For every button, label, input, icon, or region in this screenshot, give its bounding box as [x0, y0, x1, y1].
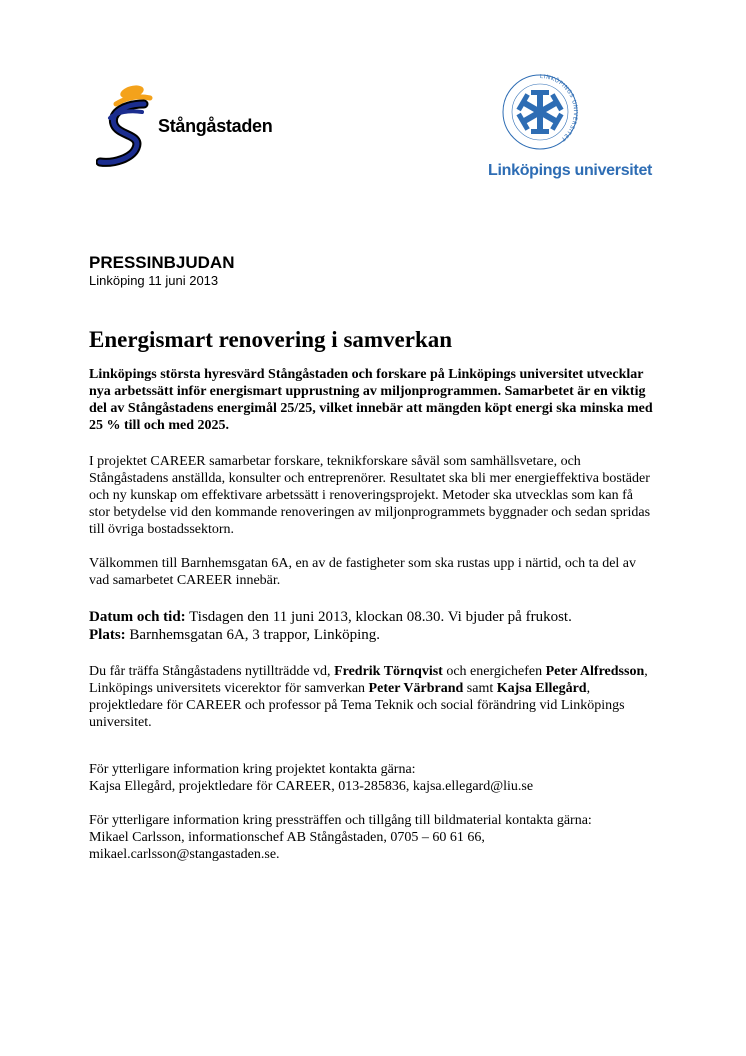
meet-text: , projektledare för CAREER och professor på Tema Teknik och social förändring vid Linköpings universitet.: [89, 681, 625, 730]
body-paragraph-2: Välkommen till Barnhemsgatan 6A, en av de fastigheter som ska rustas upp i närtid, och ta del av vad samarbetet CAREER innebär.: [89, 556, 637, 588]
page-title: Energismart renovering i samverkan: [89, 327, 453, 352]
stangastaden-wordmark: Stångåstaden: [158, 116, 273, 136]
person-name: Kajsa Ellegård: [496, 681, 587, 696]
person-name: Peter Alfredsson: [545, 664, 645, 679]
contact-details-1[interactable]: Kajsa Ellegård, projektledare för CAREER, 013-285836, kajsa.ellegard@liu.se: [89, 779, 534, 794]
contact-intro-2: För ytterligare information kring pressträffen och tillgång till bildmaterial kontakta gärna:: [89, 813, 592, 828]
liu-wordmark: Linköpings universitet: [488, 162, 653, 179]
meet-text: och energichefen: [442, 664, 546, 679]
lead-paragraph: Linköpings största hyresvärd Stångåstaden och forskare på Linköpings universitet utvecklar nya arbetssätt inför energismart upprustning av miljonprogrammen. Samarbetet är en viktig del av Stångåstadens energimål 25/25, vilket innebär att mängden köpt energi ska minska med 25 % till och med 2025.: [89, 367, 653, 433]
body-paragraph-1: I projektet CAREER samarbetar forskare, teknikforskare såväl som samhällsvetare, och Stångåstadens anställda, konsulter och entreprenörer. Resultatet ska bli mer energieffektiva bostäder och ny kunskap om effektivare arbetssätt i renoveringsprojekt. Metoder ska utvecklas som kan få stor betydelse vid den kommande renoveringen av miljonprogrammets byggnader och sedan spridas till övriga bostadssektorn.: [89, 454, 651, 537]
person-name: Peter Värbrand: [368, 681, 464, 696]
stangastaden-logo: [96, 82, 296, 170]
meet-paragraph: [89, 663, 654, 731]
event-place: [89, 626, 654, 644]
event-time-label: Datum och tid:: [89, 609, 186, 625]
meet-text: , Linköpings universitets vicerektor för samverkan: [89, 664, 648, 696]
liu-ring-text: LINKÖPINGS UNIVERSITET: [539, 73, 579, 143]
stangastaden-swoosh-icon: [96, 82, 166, 170]
liu-logo: [488, 72, 653, 187]
dateline: Linköping 11 juni 2013: [89, 273, 219, 288]
person-name: Fredrik Törnqvist: [334, 664, 443, 679]
press-kicker: PRESSINBJUDAN: [89, 253, 235, 272]
event-place-label: Plats:: [89, 627, 126, 643]
contact-details-2[interactable]: Mikael Carlsson, informationschef AB Stångåstaden, 0705 – 60 61 66, mikael.carlsson@stangastaden.se.: [89, 830, 485, 862]
liu-emblem-icon: [500, 72, 580, 156]
contact-intro-1: För ytterligare information kring projektet kontakta gärna:: [89, 762, 416, 777]
meet-text: samt: [463, 681, 497, 696]
event-time-value: Tisdagen den 11 juni 2013, klockan 08.30. Vi bjuder på frukost.: [185, 609, 572, 625]
event-time: [89, 608, 654, 626]
event-place-value: Barnhemsgatan 6A, 3 trappor, Linköping.: [125, 627, 381, 643]
article-body: [89, 366, 654, 863]
meet-text: Du får träffa Stångåstadens nytillträdde vd,: [89, 664, 335, 679]
